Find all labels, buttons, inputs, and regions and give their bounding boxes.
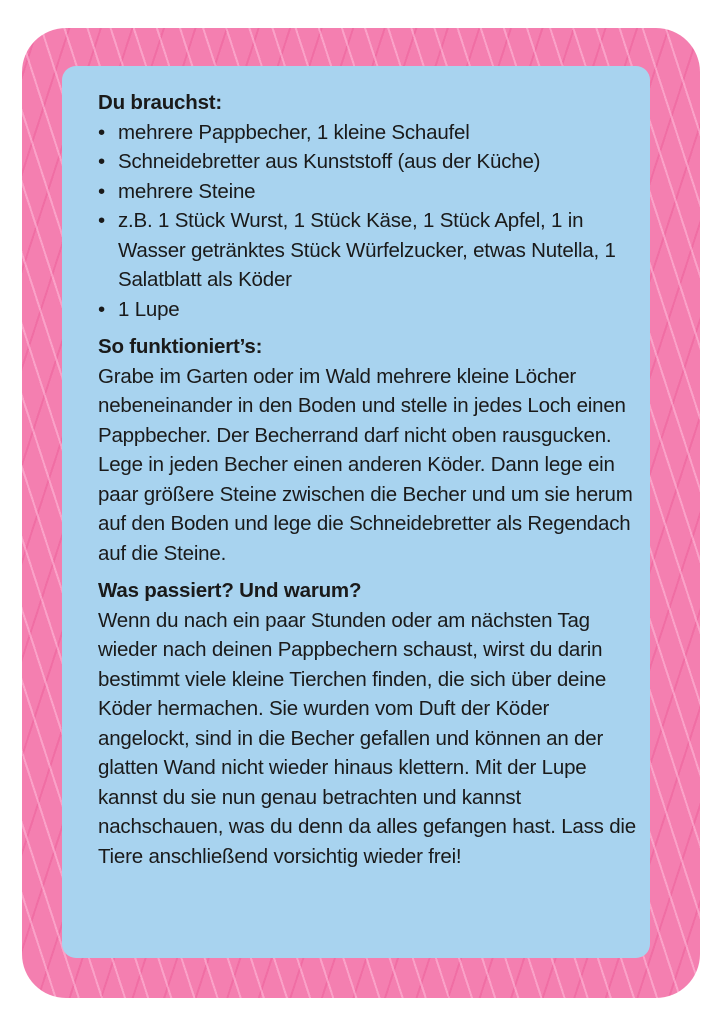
instructions-text: Grabe im Garten oder im Wald mehrere kleine Löcher nebeneinander in den Boden und stelle in jedes Loch einen Pappbecher. Der Becherrand darf nicht oben rausgucken. Lege in jeden Becher einen anderen Köder. Dann lege ein paar größere Steine zwischen die Becher und um sie herum auf den Boden und lege die Schneidebretter als Regendach auf die Steine. — [98, 364, 633, 565]
instructions-heading: So funktioniert’s: — [98, 335, 263, 358]
list-item: • z.B. 1 Stück Wurst, 1 Stück Käse, 1 Stück Apfel, 1 in Wasser getränktes Stück Würfelzucker, etwas Nutella, 1 Salatblatt als Köder — [98, 206, 638, 295]
list-item: • mehrere Pappbecher, 1 kleine Schaufel — [98, 118, 638, 148]
materials-list — [98, 118, 638, 325]
list-item: • 1 Lupe — [98, 295, 638, 325]
list-item: • mehrere Steine — [98, 177, 638, 207]
explanation-heading: Was passiert? Und warum? — [98, 579, 362, 602]
materials-heading: Du brauchst: — [98, 91, 223, 114]
card-content — [98, 88, 638, 871]
explanation-text: Wenn du nach ein paar Stunden oder am nächsten Tag wieder nach deinen Pappbechern schaust, wirst du darin bestimmt viele kleine Tierchen finden, die sich über deine Köder hermachen. Sie wurden vom Duft der Köder angelockt, sind in die Becher gefallen und können an der glatten Wand nicht wieder hinaus klettern. Mit der Lupe kannst du sie nun genau betrachten und kannst nachschauen, was du denn da alles gefangen hast. Lass die Tiere anschließend vorsichtig wieder frei! — [98, 608, 636, 868]
list-item: • Schneidebretter aus Kunststoff (aus der Küche) — [98, 147, 638, 177]
